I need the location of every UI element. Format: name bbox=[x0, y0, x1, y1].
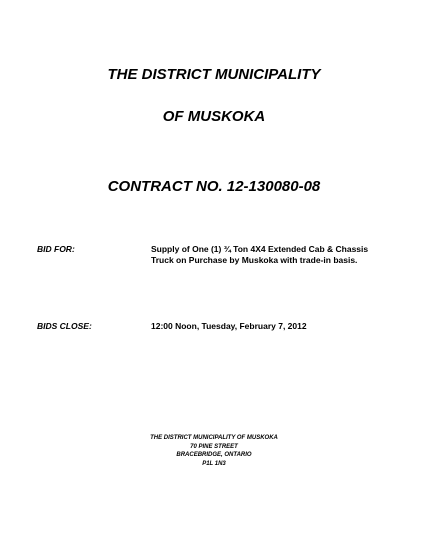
title-line-1: THE DISTRICT MUNICIPALITY bbox=[107, 66, 321, 83]
address-line-2: 70 PINE STREET bbox=[190, 443, 238, 450]
address-line-4: P1L 1N3 bbox=[202, 460, 226, 467]
bid-for-value: Supply of One (1) ¾ Ton 4X4 Extended Cab & Chassis Truck on Purchase by Muskoka with trade-in basis. bbox=[151, 244, 369, 265]
address-line-3: BRACEBRIDGE, ONTARIO bbox=[176, 452, 252, 458]
bids-close-label: BIDS CLOSE: bbox=[37, 321, 92, 331]
bids-close-value: 12:00 Noon, Tuesday, February 7, 2012 bbox=[151, 321, 307, 331]
contract-number: CONTRACT NO. 12-130080-08 bbox=[107, 178, 321, 195]
bid-for-label: BID FOR: bbox=[37, 244, 75, 254]
address-block bbox=[0, 434, 428, 468]
title-line-2: OF MUSKOKA bbox=[162, 108, 266, 125]
address-line-1: THE DISTRICT MUNICIPALITY OF MUSKOKA bbox=[150, 435, 278, 441]
